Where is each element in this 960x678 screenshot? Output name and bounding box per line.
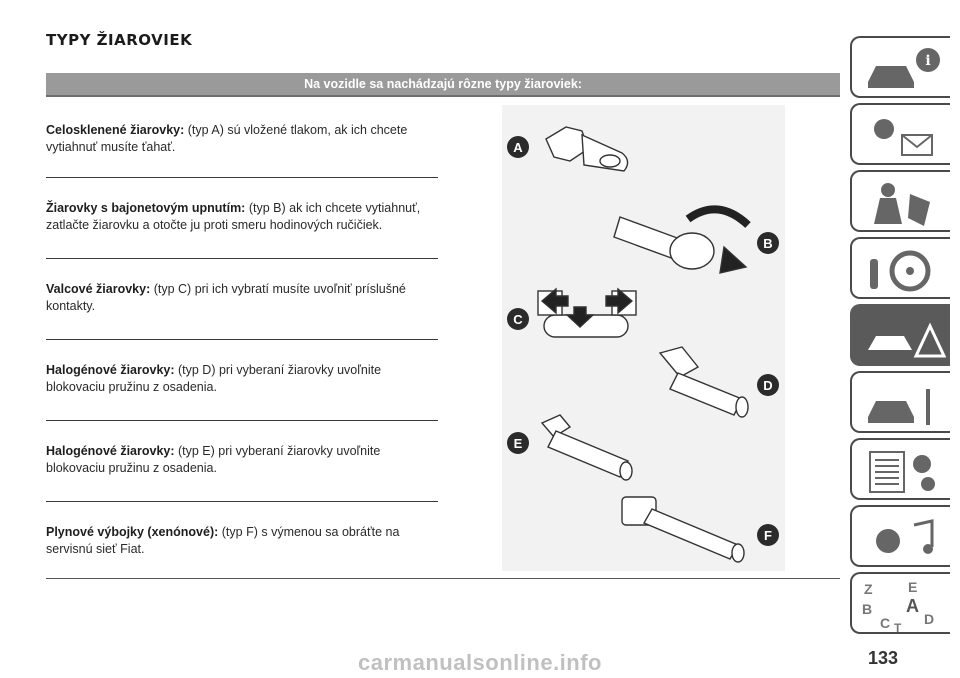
svg-text:i: i	[925, 53, 931, 69]
car-maintenance-icon	[858, 377, 946, 431]
bulb-type-b-text	[46, 200, 438, 234]
bulb-type-a-desc: (typ A) sú vložené tlakom, ak ich chcete vytiahnuť musíte ťahať.	[46, 123, 408, 154]
index-letter-z: Z	[864, 581, 873, 597]
tab-car-info[interactable]	[850, 36, 950, 98]
bulb-types-illustration	[502, 105, 785, 571]
bulb-type-d-section	[46, 340, 438, 421]
bulb-type-e-term: Halogénové žiarovky:	[46, 444, 175, 458]
tab-index[interactable]	[850, 572, 950, 634]
badge-c-label: C	[513, 312, 523, 327]
tab-starting-driving[interactable]	[850, 237, 950, 299]
index-letter-t: T	[894, 621, 902, 632]
bulb-drawings	[502, 105, 785, 571]
bulb-type-d-text	[46, 362, 438, 396]
bulb-type-b-desc: (typ B) ak ich chcete vytiahnuť, zatlačte žiarovku a otočte ju proti smeru hodinových ručičiek.	[46, 201, 421, 232]
bulb-type-e-text	[46, 443, 438, 477]
tab-emergency[interactable]	[850, 304, 950, 366]
bulb-type-c-section	[46, 259, 438, 340]
bulb-type-a-section	[46, 122, 438, 178]
tab-safety[interactable]	[850, 170, 950, 232]
technical-data-icon	[858, 444, 946, 498]
seat-safety-icon	[858, 176, 946, 230]
index-letter-a: A	[906, 596, 919, 616]
bulb-type-a-term: Celosklenené žiarovky:	[46, 123, 185, 137]
index-letter-c: C	[880, 615, 891, 631]
emergency-warning-icon	[858, 310, 946, 364]
bulb-d-drawing	[660, 347, 748, 417]
bulb-type-c-text	[46, 281, 438, 315]
tab-technical-data[interactable]	[850, 438, 950, 500]
bottom-divider	[46, 578, 840, 579]
bulb-type-c-desc: (typ C) pri ich vybratí musíte uvoľniť príslušné kontakty.	[46, 282, 406, 313]
badge-f-label: F	[764, 528, 772, 543]
page-number: 133	[868, 648, 899, 668]
bulb-type-b-section	[46, 178, 438, 259]
badge-d-label: D	[763, 378, 773, 393]
badge-e-label: E	[513, 436, 523, 451]
bulb-a-drawing	[546, 127, 628, 171]
steering-wheel-key-icon	[858, 243, 946, 297]
bulb-type-d-term: Halogénové žiarovky:	[46, 363, 175, 377]
bulb-type-a-text	[46, 122, 438, 156]
dashboard-lights-icon	[858, 109, 946, 163]
page-title: TYPY ŽIAROVIEK	[46, 31, 193, 49]
bulb-type-c-term: Valcové žiarovky:	[46, 282, 151, 296]
index-letter-e: E	[908, 579, 918, 595]
tab-maintenance[interactable]	[850, 371, 950, 433]
index-letter-b: B	[862, 601, 873, 617]
bulb-type-f-text	[46, 524, 438, 558]
section-banner: Na vozidle sa nachádzajú rôzne typy žiaroviek:	[46, 73, 840, 97]
tab-multimedia[interactable]	[850, 505, 950, 567]
multimedia-icon	[858, 511, 946, 565]
badge-a-label: A	[513, 140, 523, 155]
bulb-e-drawing	[542, 415, 632, 480]
car-info-icon	[858, 42, 946, 96]
bulb-type-f-desc: (typ F) s výmenou sa obráťte na servisnú sieť Fiat.	[46, 525, 400, 556]
bulb-type-list	[46, 122, 438, 582]
watermark: carmanualsonline.info	[358, 650, 602, 675]
tab-dashboard-lights[interactable]	[850, 103, 950, 165]
bulb-type-e-section	[46, 421, 438, 502]
alphabetical-index-icon	[858, 578, 946, 632]
bulb-c-drawing	[538, 289, 636, 337]
bulb-type-e-desc: (typ E) pri vyberaní žiarovky uvoľnite blokovaciu pružinu z osadenia.	[46, 444, 381, 475]
bulb-f-drawing	[622, 497, 744, 562]
bulb-b-drawing	[614, 209, 748, 273]
index-letter-d: D	[924, 611, 935, 627]
bulb-type-b-term: Žiarovky s bajonetovým upnutím:	[46, 201, 246, 215]
bulb-type-f-section	[46, 502, 438, 582]
bulb-type-f-term: Plynové výbojky (xenónové):	[46, 525, 219, 539]
badge-b-label: B	[763, 236, 773, 251]
bulb-type-d-desc: (typ D) pri vyberaní žiarovky uvoľnite blokovaciu pružinu z osadenia.	[46, 363, 382, 394]
